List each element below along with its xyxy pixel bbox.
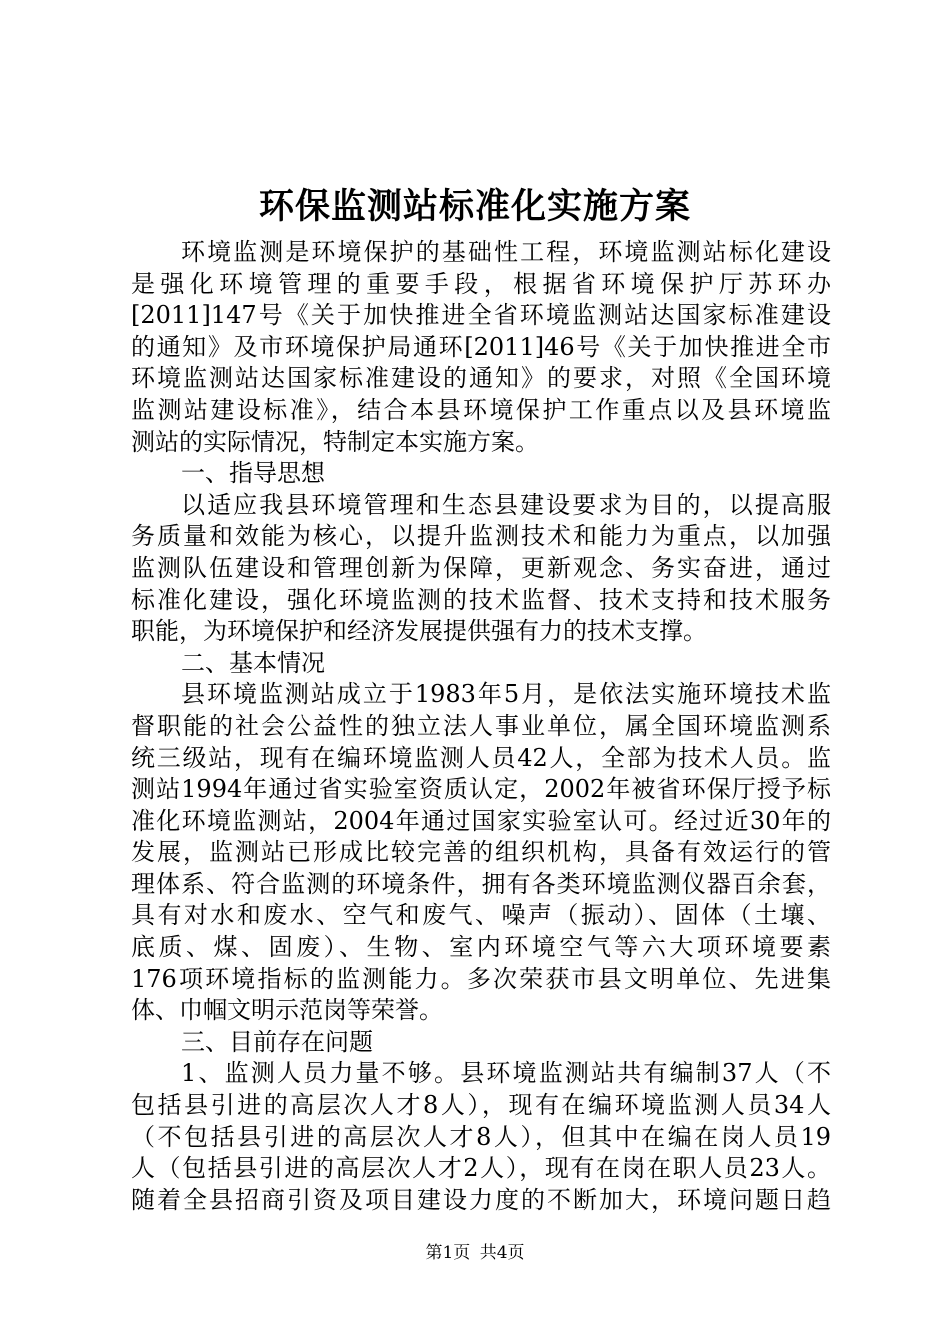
body-line: 具有对水和废水、空气和废气、噪声（振动）、固体（土壤、 [131, 901, 831, 930]
body-line: 是强化环境管理的重要手段，根据省环境保护厅苏环办 [131, 269, 831, 298]
body-line: 测站的实际情况，特制定本实施方案。 [131, 427, 539, 456]
body-line: 随着全县招商引资及项目建设力度的不断加大，环境问题日趋 [131, 1185, 831, 1214]
body-line: 包括县引进的高层次人才8人），现有在编环境监测人员34人 [131, 1091, 831, 1120]
body-line: 监测队伍建设和管理创新为保障，更新观念、务实奋进，通过 [131, 553, 831, 582]
document-body [131, 237, 831, 1216]
body-line: 发展，监测站已形成比较完善的组织机构，具备有效运行的管 [131, 838, 831, 867]
body-line: 人（包括县引进的高层次人才2人），现有在岗在职人员23人。 [131, 1154, 831, 1183]
body-line: 标准化建设，强化环境监测的技术监督、技术支持和技术服务 [131, 585, 831, 614]
body-line: 测站1994年通过省实验室资质认定，2002年被省环保厅授予标 [131, 775, 831, 804]
body-line: 的通知》及市环境保护局通环[2011]46号《关于加快推进全市 [131, 332, 831, 361]
body-line: 环境监测是环境保护的基础性工程，环境监测站标化建设 [181, 238, 831, 266]
body-line: 准化环境监测站，2004年通过国家实验室认可。经过近30年的 [131, 806, 831, 835]
body-line: 县环境监测站成立于1983年5月，是依法实施环境技术监 [181, 680, 831, 709]
body-line: 体、巾帼文明示范岗等荣誉。 [131, 996, 443, 1025]
body-line: [2011]147号《关于加快推进全省环境监测站达国家标准建设 [131, 301, 831, 330]
section-heading: 一、指导思想 [181, 459, 325, 488]
body-line: 监测站建设标准》，结合本县环境保护工作重点以及县环境监 [131, 395, 831, 424]
body-line: 职能，为环境保护和经济发展提供强有力的技术支撑。 [131, 617, 707, 646]
page-footer [0, 1241, 950, 1265]
document-title: 环保监测站标准化实施方案 [258, 186, 691, 227]
body-line: 统三级站，现有在编环境监测人员42人，全部为技术人员。监 [131, 743, 831, 772]
section-heading: 三、目前存在问题 [181, 1027, 373, 1056]
page-total: 共4页 [479, 1243, 525, 1263]
body-line: 理体系、符合监测的环境条件，拥有各类环境监测仪器百余套， [131, 869, 831, 898]
body-line: 1、监测人员力量不够。县环境监测站共有编制37人（不 [181, 1059, 831, 1088]
body-line: 以适应我县环境管理和生态县建设要求为目的，以提高服 [181, 490, 831, 519]
body-line: （不包括县引进的高层次人才8人），但其中在编在岗人员19 [131, 1122, 831, 1151]
body-line: 底质、煤、固废）、生物、室内环境空气等六大项环境要素 [131, 933, 831, 962]
body-line: 务质量和效能为核心，以提升监测技术和能力为重点，以加强 [131, 522, 831, 551]
body-line: 环境监测站达国家标准建设的通知》的要求，对照《全国环境 [131, 364, 831, 393]
body-line: 督职能的社会公益性的独立法人事业单位，属全国环境监测系 [131, 711, 831, 740]
section-heading: 二、基本情况 [181, 648, 325, 677]
page-number: 第1页 [425, 1243, 471, 1263]
body-line: 176项环境指标的监测能力。多次荣获市县文明单位、先进集 [131, 964, 831, 993]
